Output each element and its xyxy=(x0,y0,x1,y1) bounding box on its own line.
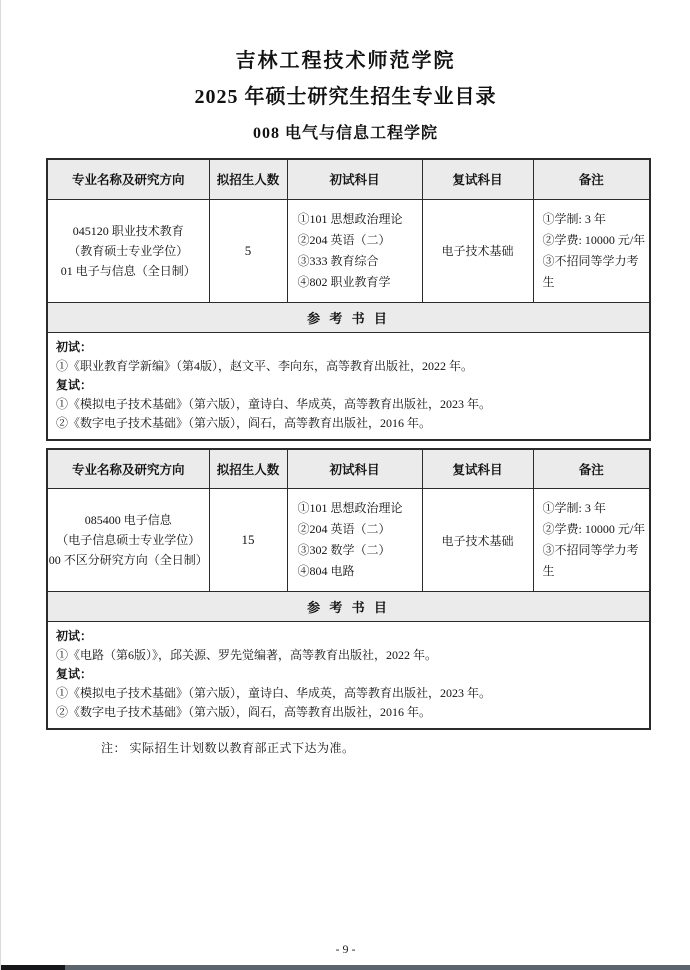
table2-header-major: 专业名称及研究方向 xyxy=(47,449,209,489)
ref-initial-heading: 初试： xyxy=(56,339,93,354)
table2-enrollment-cell: 15 xyxy=(209,489,287,592)
table2-header-row xyxy=(47,449,650,489)
table1-reference-body xyxy=(47,332,650,440)
table1-header-row xyxy=(47,159,650,199)
initial-subject-2: ②204 英语（二） xyxy=(297,232,391,247)
table2-reference-body xyxy=(47,622,650,730)
university-title: 吉林工程技术师范学院 xyxy=(235,50,456,72)
table2-program-row xyxy=(47,489,650,592)
major-degree-line: （电子信息硕士专业学位） xyxy=(56,533,201,547)
remark-3: ③不招同等学力考生 xyxy=(542,253,639,289)
footnote: 注： 实际招生计划数以教育部正式下达为准。 xyxy=(101,741,355,755)
table1-enrollment-cell: 5 xyxy=(209,199,287,302)
initial-subject-3: ③333 教育综合 xyxy=(297,253,379,268)
ref-initial-heading: 初试： xyxy=(56,629,93,643)
table2-retest-subject-cell: 电子技术基础 xyxy=(422,489,533,592)
ref-retest-heading: 复试： xyxy=(56,667,93,681)
table2-initial-subjects-cell xyxy=(287,489,422,592)
initial-subject-4: ④802 职业教育学 xyxy=(297,274,391,289)
table2-major-cell xyxy=(47,489,209,592)
table1-initial-subjects-cell xyxy=(287,199,422,302)
table2-remarks-cell xyxy=(533,489,650,592)
ref-retest-book-2: ②《数字电子技术基础》（第六版），阎石，高等教育出版社，2016 年。 xyxy=(56,705,432,719)
remark-1: ①学制: 3 年 xyxy=(542,211,606,226)
catalog-title: 2025 年硕士研究生招生专业目录 xyxy=(194,86,497,108)
remark-1: ①学制: 3 年 xyxy=(542,501,606,515)
table1-retest-subject-cell: 电子技术基础 xyxy=(422,199,533,302)
table1-major-cell xyxy=(47,199,209,302)
table1-header-remarks: 备注 xyxy=(533,159,650,199)
table2-reference-title: 参 考 书 目 xyxy=(47,592,650,622)
remark-3: ③不招同等学力考生 xyxy=(542,543,639,578)
table2-reference-body-row xyxy=(47,622,650,730)
ref-retest-book-1: ①《模拟电子技术基础》（第六版），童诗白、华成英，高等教育出版社，2023 年。 xyxy=(56,686,492,700)
remark-2: ②学费: 10000 元/年 xyxy=(542,232,646,247)
initial-subject-1: ①101 思想政治理论 xyxy=(297,501,403,515)
table2-header-enrollment: 拟招生人数 xyxy=(209,449,287,489)
bottom-bar-gray-segment xyxy=(65,965,690,970)
table1-header-initial-subjects: 初试科目 xyxy=(287,159,422,199)
table1-program-row xyxy=(47,199,650,302)
ref-initial-book-1: ①《电路（第6版）》，邱关源、罗先觉编著，高等教育出版社，2022 年。 xyxy=(56,648,438,662)
table1-header-retest-subjects: 复试科目 xyxy=(422,159,533,199)
table2-header-initial-subjects: 初试科目 xyxy=(287,449,422,489)
title-block xyxy=(1,0,690,146)
major-direction-line: 01 电子与信息（全日制） xyxy=(60,263,196,278)
table1-remarks-cell xyxy=(533,199,650,302)
table1-reference-body-row xyxy=(47,332,650,440)
table1-header-major: 专业名称及研究方向 xyxy=(47,159,209,199)
ref-retest-book-1: ①《模拟电子技术基础》（第六版），童诗白、华成英，高等教育出版社，2023 年。 xyxy=(56,396,492,411)
bottom-bar-dark-segment xyxy=(1,965,65,970)
bottom-edge-bar xyxy=(1,965,690,970)
page-number: - 9 - xyxy=(335,942,356,956)
program-table-2 xyxy=(46,448,651,731)
initial-subject-4: ④804 电路 xyxy=(297,564,355,578)
major-code-line: 045120 职业技术教育 xyxy=(72,223,184,238)
initial-subject-1: ①101 思想政治理论 xyxy=(297,211,403,226)
major-degree-line: （教育硕士专业学位） xyxy=(68,243,189,258)
table1-reference-title: 参 考 书 目 xyxy=(47,302,650,332)
table2-header-remarks: 备注 xyxy=(533,449,650,489)
initial-subject-2: ②204 英语（二） xyxy=(297,522,391,536)
table1-reference-title-row xyxy=(47,302,650,332)
initial-subject-3: ③302 数学（二） xyxy=(297,543,391,557)
ref-initial-book-1: ①《职业教育学新编》（第4版），赵文平、李向东，高等教育出版社，2022 年。 xyxy=(56,358,474,373)
ref-retest-book-2: ②《数字电子技术基础》（第六版），阎石，高等教育出版社，2016 年。 xyxy=(56,415,432,430)
table1-header-enrollment: 拟招生人数 xyxy=(209,159,287,199)
ref-retest-heading: 复试： xyxy=(56,377,93,392)
table2-header-retest-subjects: 复试科目 xyxy=(422,449,533,489)
major-code-line: 085400 电子信息 xyxy=(84,513,172,527)
table2-reference-title-row xyxy=(47,592,650,622)
major-direction-line: 00 不区分研究方向（全日制） xyxy=(48,553,208,567)
remark-2: ②学费: 10000 元/年 xyxy=(542,522,646,536)
department-title: 008 电气与信息工程学院 xyxy=(252,125,438,142)
program-table-1 xyxy=(46,158,651,441)
